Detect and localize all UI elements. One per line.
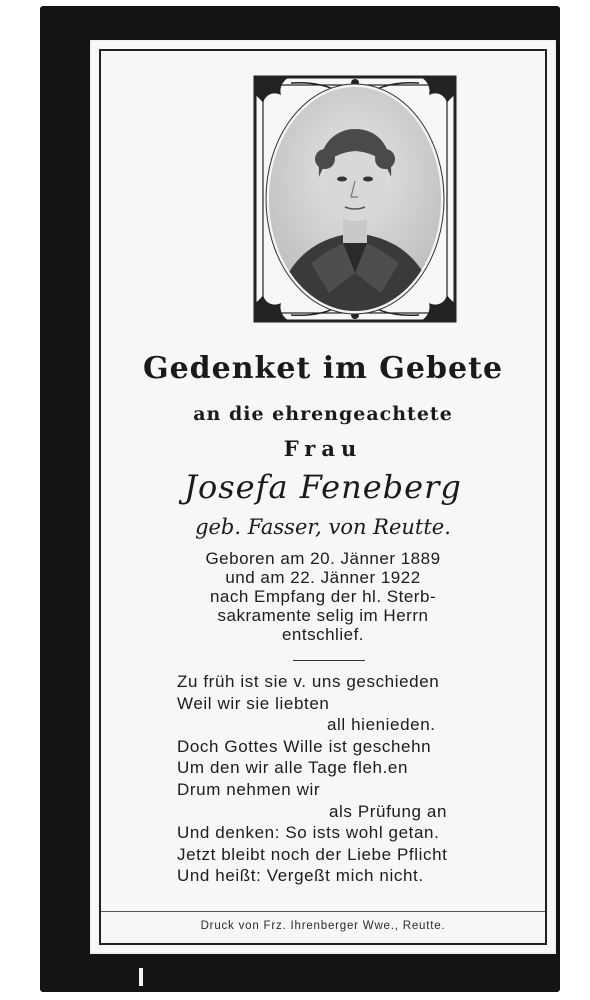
- bio-line: entschlief.: [281, 625, 365, 644]
- bio-line: nach Empfang der hl. Sterb-: [209, 587, 437, 606]
- maiden-name-origin: geb. Fasser, von Reutte.: [195, 515, 451, 539]
- poem-line: Doch Gottes Wille ist geschehn: [177, 736, 432, 756]
- section-divider: [293, 660, 365, 661]
- memorial-title: Frau: [283, 436, 363, 461]
- bio-line: und am 22. Jänner 1922: [225, 568, 421, 587]
- poem-line: Um den wir alle Tage fleh.en: [177, 758, 408, 778]
- poem-line: all hienieden.: [327, 715, 436, 735]
- poem-line: Und denken: So ists wohl getan.: [177, 823, 440, 843]
- footer-rule: [101, 911, 545, 912]
- memorial-heading: Gedenket im Gebete: [142, 351, 504, 386]
- printer-credit: Druck von Frz. Ihrenberger Wwe., Reutte.: [200, 920, 446, 932]
- paper-tear-mark: [139, 968, 143, 986]
- memorial-subheading: an die ehrengeachtete: [193, 403, 453, 425]
- poem-line: Und heißt: Vergeßt mich nicht.: [177, 866, 424, 886]
- poem-line: Drum nehmen wir: [177, 779, 321, 799]
- poem-line: Weil wir sie liebten: [177, 693, 330, 713]
- ornamental-frame-icon: [251, 73, 459, 325]
- poem-line: Zu früh ist sie v. uns geschieden: [177, 672, 440, 691]
- deceased-name: Josefa Feneberg: [184, 468, 462, 506]
- bio-line: sakramente selig im Herrn: [217, 606, 429, 625]
- bio-line: Geboren am 20. Jänner 1889: [205, 549, 441, 568]
- poem-line: als Prüfung an: [329, 801, 448, 821]
- poem-line: Jetzt bleibt noch der Liebe Pflicht: [177, 844, 448, 864]
- memorial-poem: [177, 671, 537, 887]
- card-paper: [92, 42, 554, 952]
- biography-block: [93, 549, 553, 644]
- mourning-border: [40, 6, 560, 992]
